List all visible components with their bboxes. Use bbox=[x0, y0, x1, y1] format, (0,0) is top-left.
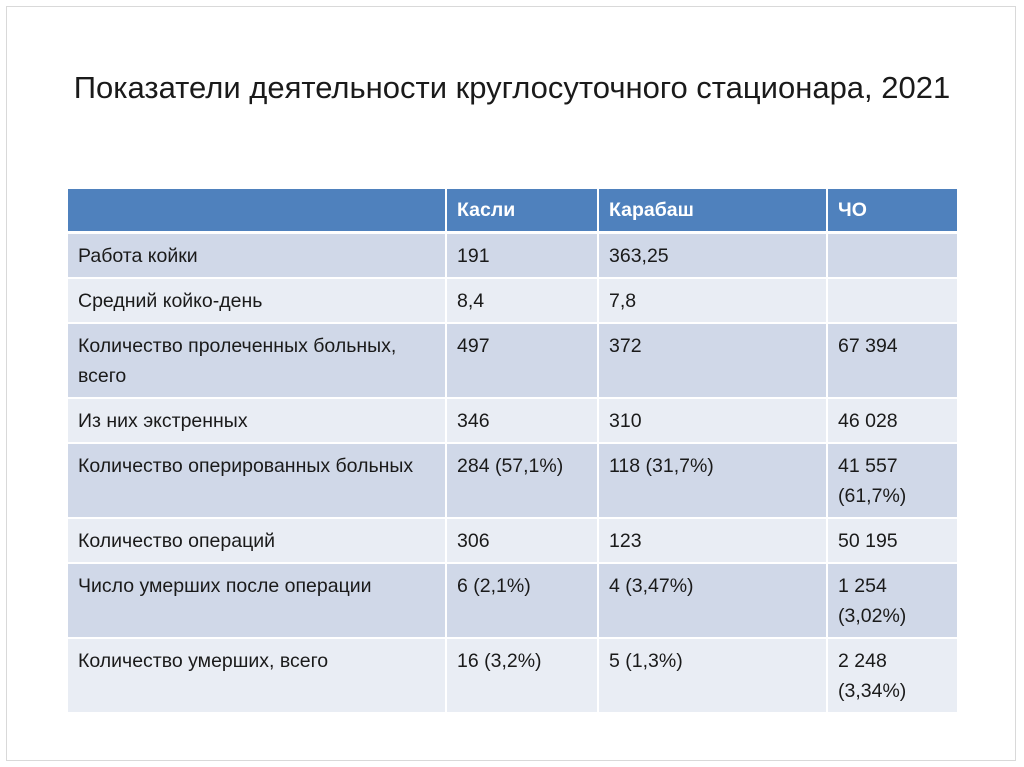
cell-cho bbox=[827, 278, 957, 323]
cell-cho: 50 195 bbox=[827, 518, 957, 563]
cell-kasli: 16 (3,2%) bbox=[446, 638, 598, 713]
row-label: Работа койки bbox=[68, 233, 446, 279]
cell-kasli: 346 bbox=[446, 398, 598, 443]
cell-kasli: 8,4 bbox=[446, 278, 598, 323]
cell-cho bbox=[827, 233, 957, 279]
table-row bbox=[68, 398, 957, 443]
cell-cho: 1 254 (3,02%) bbox=[827, 563, 957, 638]
cell-karabash: 5 (1,3%) bbox=[598, 638, 827, 713]
cell-karabash: 4 (3,47%) bbox=[598, 563, 827, 638]
cell-karabash: 310 bbox=[598, 398, 827, 443]
header-cell-cho: ЧО bbox=[827, 189, 957, 233]
cell-kasli: 306 bbox=[446, 518, 598, 563]
slide-title: Показатели деятельности круглосуточного стационара, 2021 bbox=[73, 70, 951, 105]
row-label: Из них экстренных bbox=[68, 398, 446, 443]
cell-kasli: 284 (57,1%) bbox=[446, 443, 598, 518]
table-row bbox=[68, 443, 957, 518]
row-label: Средний койко-день bbox=[68, 278, 446, 323]
row-label: Количество оперированных больных bbox=[68, 443, 446, 518]
cell-karabash: 363,25 bbox=[598, 233, 827, 279]
cell-cho: 2 248 (3,34%) bbox=[827, 638, 957, 713]
table-row bbox=[68, 323, 957, 398]
row-label: Количество операций bbox=[68, 518, 446, 563]
cell-karabash: 372 bbox=[598, 323, 827, 398]
row-label: Количество пролеченных больных, всего bbox=[68, 323, 446, 398]
cell-kasli: 191 bbox=[446, 233, 598, 279]
table-row bbox=[68, 518, 957, 563]
table-row bbox=[68, 638, 957, 713]
cell-cho: 67 394 bbox=[827, 323, 957, 398]
table-row bbox=[68, 233, 957, 279]
cell-karabash: 7,8 bbox=[598, 278, 827, 323]
table-row bbox=[68, 563, 957, 638]
cell-cho: 41 557 (61,7%) bbox=[827, 443, 957, 518]
stats-table bbox=[68, 189, 957, 714]
cell-cho: 46 028 bbox=[827, 398, 957, 443]
cell-karabash: 118 (31,7%) bbox=[598, 443, 827, 518]
header-cell-karabash: Карабаш bbox=[598, 189, 827, 233]
header-cell-indicator bbox=[68, 189, 446, 233]
row-label: Количество умерших, всего bbox=[68, 638, 446, 713]
table-header-row bbox=[68, 189, 957, 233]
cell-karabash: 123 bbox=[598, 518, 827, 563]
table-row bbox=[68, 278, 957, 323]
header-cell-kasli: Касли bbox=[446, 189, 598, 233]
row-label: Число умерших после операции bbox=[68, 563, 446, 638]
cell-kasli: 497 bbox=[446, 323, 598, 398]
cell-kasli: 6 (2,1%) bbox=[446, 563, 598, 638]
